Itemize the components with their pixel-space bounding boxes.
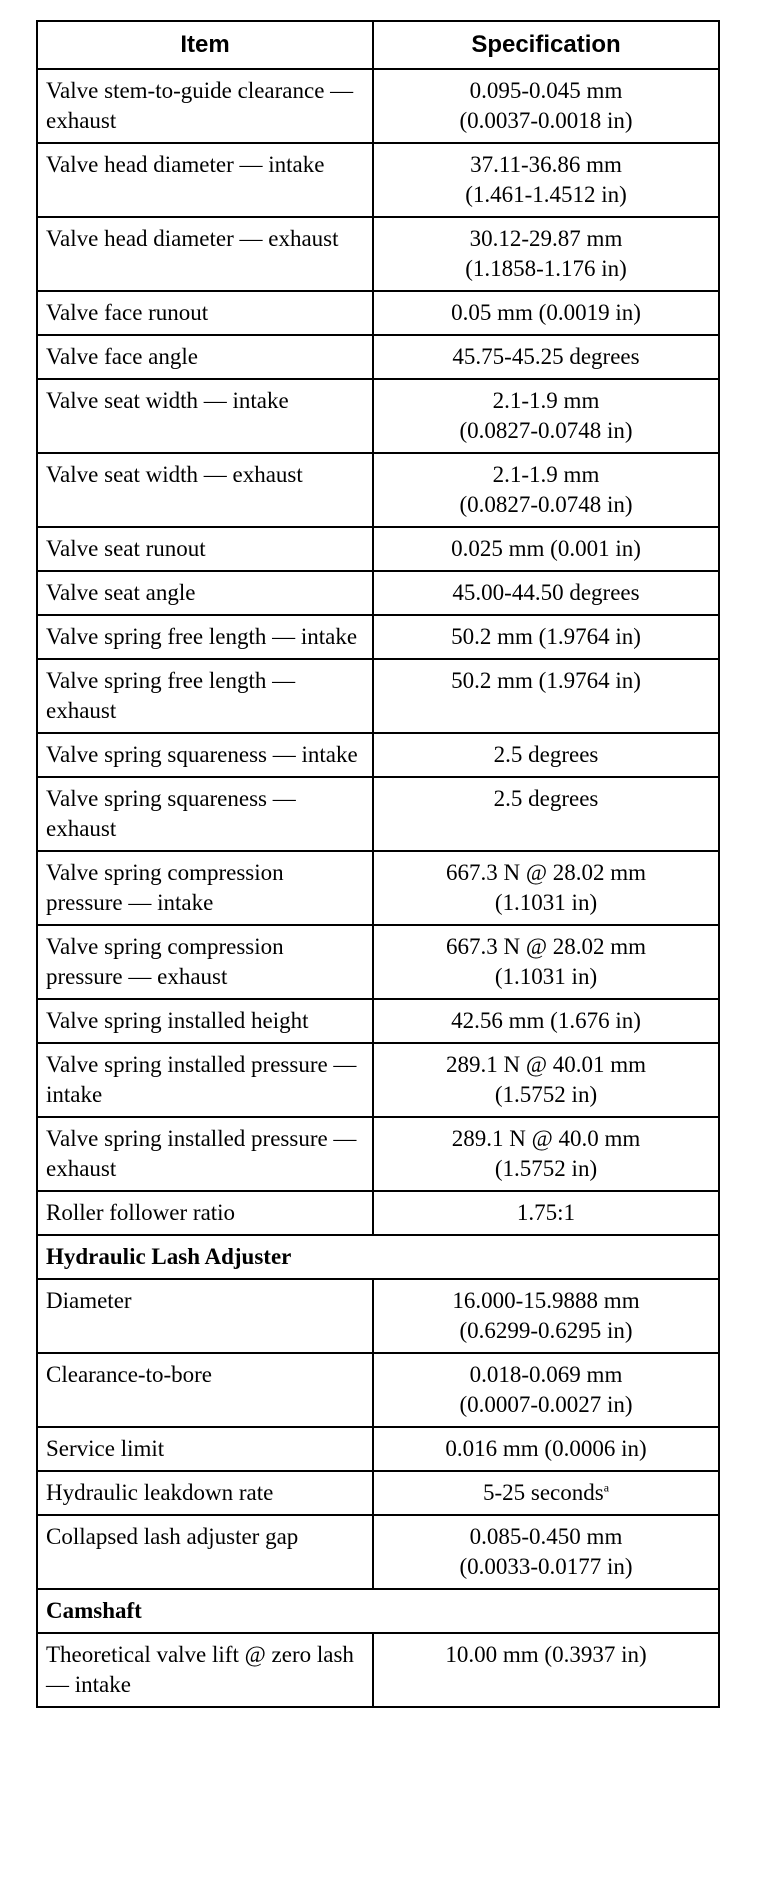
table-row [37, 291, 719, 335]
specification-cell [373, 379, 719, 453]
specification-line [382, 180, 710, 210]
table-row [37, 453, 719, 527]
table-row [37, 659, 719, 733]
specification-cell [373, 777, 719, 851]
item-cell: Hydraulic leakdown rate [37, 1471, 373, 1515]
table-row [37, 69, 719, 143]
specification-cell [373, 69, 719, 143]
specification-line [382, 224, 710, 254]
specification-value: (0.0033-0.0177 in) [459, 1554, 633, 1579]
specification-line [382, 1198, 710, 1228]
table-row [37, 571, 719, 615]
specification-value: 0.095-0.045 mm [469, 78, 623, 103]
specification-value: (0.0827-0.0748 in) [459, 418, 633, 443]
item-cell: Diameter [37, 1279, 373, 1353]
table-body [37, 69, 719, 1707]
specification-table [36, 20, 720, 1708]
specification-value: 0.016 mm (0.0006 in) [445, 1436, 647, 1461]
table-row [37, 217, 719, 291]
specification-cell [373, 851, 719, 925]
item-cell: Valve head diameter — exhaust [37, 217, 373, 291]
specification-line [382, 1522, 710, 1552]
specification-line [382, 622, 710, 652]
specification-cell [373, 1279, 719, 1353]
specification-line [382, 298, 710, 328]
specification-line [382, 1050, 710, 1080]
item-cell: Valve spring installed height [37, 999, 373, 1043]
specification-line [382, 490, 710, 520]
table-row [37, 615, 719, 659]
item-cell: Valve face angle [37, 335, 373, 379]
specification-value: 16.000-15.9888 mm [452, 1288, 640, 1313]
specification-cell [373, 1191, 719, 1235]
specification-line [382, 962, 710, 992]
specification-value: 42.56 mm (1.676 in) [451, 1008, 641, 1033]
specification-value: 667.3 N @ 28.02 mm [445, 860, 647, 885]
item-cell: Roller follower ratio [37, 1191, 373, 1235]
item-cell: Valve seat width — exhaust [37, 453, 373, 527]
table-row [37, 1633, 719, 1707]
section-heading: Camshaft [37, 1589, 719, 1633]
specification-cell [373, 335, 719, 379]
specification-line [382, 1478, 710, 1508]
specification-cell [373, 925, 719, 999]
header-row [37, 21, 719, 69]
table-row [37, 777, 719, 851]
specification-line [382, 1552, 710, 1582]
specification-line [382, 342, 710, 372]
specification-line [382, 1640, 710, 1670]
specification-value: 1.75:1 [516, 1200, 576, 1225]
table-row [37, 1353, 719, 1427]
item-cell: Valve spring installed pressure — exhaust [37, 1117, 373, 1191]
table-row [37, 1117, 719, 1191]
specification-value: 0.085-0.450 mm [469, 1524, 623, 1549]
table-row [37, 1191, 719, 1235]
table-row [37, 851, 719, 925]
specification-value: 10.00 mm (0.3937 in) [445, 1642, 647, 1667]
specification-value: 0.018-0.069 mm [469, 1362, 623, 1387]
specification-cell [373, 1427, 719, 1471]
specification-line [382, 416, 710, 446]
specification-cell [373, 291, 719, 335]
item-cell: Valve spring compression pressure — intake [37, 851, 373, 925]
specification-line [382, 386, 710, 416]
item-cell: Clearance-to-bore [37, 1353, 373, 1427]
specification-value: (1.1031 in) [494, 964, 598, 989]
table-row [37, 1471, 719, 1515]
table-row [37, 733, 719, 777]
specification-cell [373, 1353, 719, 1427]
specification-line [382, 932, 710, 962]
specification-line [382, 578, 710, 608]
specification-value: 45.75-45.25 degrees [452, 344, 640, 369]
item-cell: Valve seat angle [37, 571, 373, 615]
table-row [37, 1279, 719, 1353]
table-row [37, 143, 719, 217]
specification-line [382, 1080, 710, 1110]
table-row [37, 335, 719, 379]
item-cell: Valve spring compression pressure — exhaust [37, 925, 373, 999]
specification-value: (0.6299-0.6295 in) [459, 1318, 633, 1343]
table-row [37, 527, 719, 571]
specification-cell [373, 143, 719, 217]
specification-value: 667.3 N @ 28.02 mm [445, 934, 647, 959]
table-row [37, 1043, 719, 1117]
item-cell: Valve seat width — intake [37, 379, 373, 453]
table-header [37, 21, 719, 69]
specification-line [382, 460, 710, 490]
item-cell: Valve spring free length — intake [37, 615, 373, 659]
specification-line [382, 76, 710, 106]
specification-value: 2.1-1.9 mm [492, 462, 600, 487]
section-row [37, 1589, 719, 1633]
table-row [37, 925, 719, 999]
specification-line [382, 106, 710, 136]
footnote-marker: a [603, 1480, 610, 1495]
specification-column-header: Specification [373, 21, 719, 69]
specification-cell [373, 453, 719, 527]
specification-cell [373, 1515, 719, 1589]
specification-cell [373, 999, 719, 1043]
specification-line [382, 150, 710, 180]
specification-cell [373, 527, 719, 571]
specification-value: (1.5752 in) [494, 1082, 598, 1107]
specification-line [382, 858, 710, 888]
specification-value: 5-25 seconds [482, 1480, 604, 1505]
specification-line [382, 1124, 710, 1154]
specification-line [382, 1434, 710, 1464]
specification-value: (0.0037-0.0018 in) [459, 108, 633, 133]
specification-cell [373, 217, 719, 291]
specification-line [382, 666, 710, 696]
item-cell: Valve stem-to-guide clearance — exhaust [37, 69, 373, 143]
specification-line [382, 1390, 710, 1420]
specification-line [382, 1360, 710, 1390]
specification-cell [373, 615, 719, 659]
specification-value: 50.2 mm (1.9764 in) [451, 668, 641, 693]
item-column-header: Item [37, 21, 373, 69]
table-row [37, 379, 719, 453]
specification-cell [373, 1117, 719, 1191]
section-heading: Hydraulic Lash Adjuster [37, 1235, 719, 1279]
specification-line [382, 740, 710, 770]
item-cell: Valve face runout [37, 291, 373, 335]
specification-line [382, 1316, 710, 1346]
specification-line [382, 888, 710, 918]
specification-value: 0.025 mm (0.001 in) [451, 536, 641, 561]
specification-line [382, 784, 710, 814]
specification-line [382, 1154, 710, 1184]
specification-value: (0.0007-0.0027 in) [459, 1392, 633, 1417]
table-row [37, 1427, 719, 1471]
specification-value: 2.5 degrees [493, 786, 599, 811]
item-cell: Valve head diameter — intake [37, 143, 373, 217]
specification-cell [373, 659, 719, 733]
specification-line [382, 534, 710, 564]
table-row [37, 1515, 719, 1589]
specification-value: 37.11-36.86 mm [470, 152, 622, 177]
specification-value: (1.1858-1.176 in) [465, 256, 627, 281]
specification-value: 45.00-44.50 degrees [452, 580, 640, 605]
specification-value: (1.5752 in) [494, 1156, 598, 1181]
specification-line [382, 1286, 710, 1316]
specification-cell [373, 1471, 719, 1515]
table-row [37, 999, 719, 1043]
specification-value: (1.1031 in) [494, 890, 598, 915]
item-cell: Valve spring installed pressure — intake [37, 1043, 373, 1117]
specification-value: 289.1 N @ 40.01 mm [445, 1052, 647, 1077]
specification-cell [373, 571, 719, 615]
item-cell: Collapsed lash adjuster gap [37, 1515, 373, 1589]
specification-value: 30.12-29.87 mm [469, 226, 623, 251]
item-cell: Service limit [37, 1427, 373, 1471]
item-cell: Valve spring squareness — intake [37, 733, 373, 777]
specification-value: 2.5 degrees [493, 742, 599, 767]
specification-value: 0.05 mm (0.0019 in) [451, 300, 641, 325]
item-cell: Valve spring squareness — exhaust [37, 777, 373, 851]
item-cell: Valve seat runout [37, 527, 373, 571]
specification-cell [373, 1043, 719, 1117]
specification-value: 50.2 mm (1.9764 in) [451, 624, 641, 649]
specification-cell [373, 733, 719, 777]
specification-value: (0.0827-0.0748 in) [459, 492, 633, 517]
item-cell: Valve spring free length — exhaust [37, 659, 373, 733]
specification-value: 289.1 N @ 40.0 mm [451, 1126, 641, 1151]
item-cell: Theoretical valve lift @ zero lash — intake [37, 1633, 373, 1707]
specification-line [382, 254, 710, 284]
specification-line [382, 1006, 710, 1036]
specification-value: (1.461-1.4512 in) [465, 182, 627, 207]
section-row [37, 1235, 719, 1279]
specification-cell [373, 1633, 719, 1707]
specification-value: 2.1-1.9 mm [492, 388, 600, 413]
